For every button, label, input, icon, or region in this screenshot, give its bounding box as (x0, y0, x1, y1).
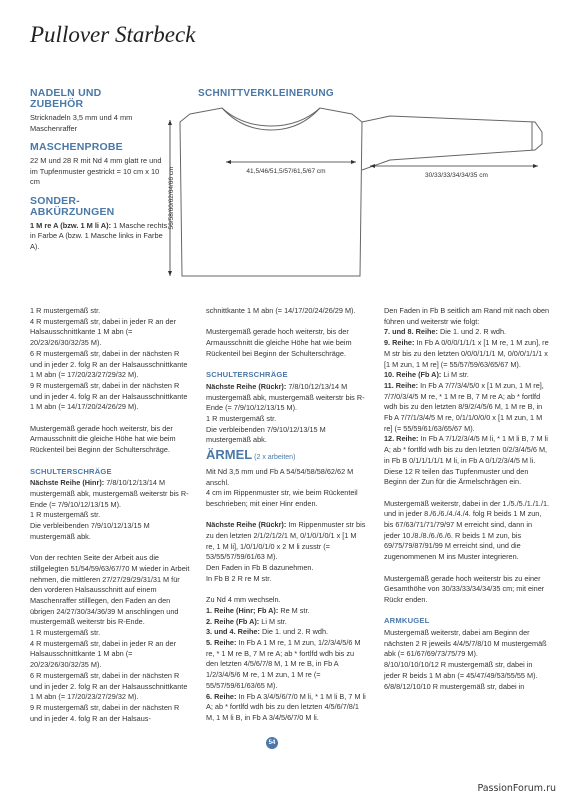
paragraph: 8/10/10/10/10/12 R mustergemäß str, dabei in jeder R beids 1 M abn (= 45/47/49/53/55/55 M). (384, 660, 538, 680)
abbrev-term: 1 M re A (bzw. 1 M li A): (30, 220, 112, 230)
abbrev-text (30, 221, 170, 253)
paragraph: Mustergemäß gerade hoch weiterstr bis zu einer Gesamthöhe von 30/33/33/34/34/35 cm; mit einer Rückr enden. (384, 573, 545, 604)
paragraph: 1 R mustergemäß str. (30, 628, 101, 638)
paragraph (206, 382, 366, 414)
row-text: Re M str. (278, 605, 310, 615)
row-label: 5. Reihe: (206, 638, 237, 648)
width-label: 41,5/46/51,5/57/61,5/67 cm (246, 168, 326, 175)
row-label: Nächste Reihe (Rückr): (206, 381, 287, 391)
row-instruction (206, 606, 366, 617)
row-instruction (206, 638, 366, 692)
sleeve-label: 30/33/33/34/34/35 cm (425, 172, 488, 179)
row-label: 9. Reihe: (384, 338, 415, 348)
paragraph: Mustergemäß gerade hoch weiterstr, bis der Armausschnitt die gleiche Höhe hat wie beim Rückenteil bei Beginn der Schulterschräge. (206, 327, 352, 358)
paragraph: 4 cm im Rippenmuster str, wie beim Rückenteil beschrieben; mit einer Hinr enden. (206, 488, 358, 508)
diagram-title: SCHNITTVERKLEINERUNG (198, 88, 335, 99)
row-text: In Fb A 0/0/0/1/1/1 x [1 M re, 1 M zun], re M str bis zu den letzten 0/0/0/1/1/1 M, 0/0/0/1/1/1 x [1 M zun, 1 M re] (= 55/57/59/63/65/67 M). (384, 338, 549, 369)
gauge-text: 22 M und 28 R mit Nd 4 mm glatt re und im Tupfenmuster gestrickt = 10 cm x 10 cm (30, 156, 162, 186)
paragraph: 1 R mustergemäß str. (30, 510, 101, 520)
paragraph: 4 R mustergemäß str, dabei in jeder R an der Halsausschnittkante 1 M abn (= 20/23/26/30/32/35 M). (30, 638, 177, 670)
row-instruction (206, 617, 366, 628)
sweater-outline (180, 108, 362, 276)
column-3 (384, 306, 550, 692)
row-label: Nächste Reihe (Rückr): (206, 520, 287, 530)
row-text: 7/8/10/12/13/14 M mustergemäß abk, mustergemäß weiterstr bis R-Ende (= 7/9/10/12/13/15 M). (206, 381, 365, 413)
paragraph: 1 R mustergemäß str. (30, 306, 101, 315)
row-label: 2. Reihe (Fb A): (206, 616, 260, 626)
row-label: 10. Reihe (Fb A): (384, 370, 442, 380)
paragraph: schnittkante 1 M abn (= 14/17/20/24/26/29 M). (206, 306, 356, 315)
row-instruction (206, 627, 366, 638)
paragraph: 9 R mustergemäß str, dabei in der nächsten R und in jeder 4. folg R an der Halsaus- (30, 702, 180, 723)
paragraph (30, 478, 190, 510)
row-text: Li M str. (259, 616, 287, 626)
row-instruction (384, 434, 550, 466)
paragraph (206, 520, 366, 563)
paragraph: 4 R mustergemäß str, dabei in jeder R an der Halsausschnittkante 1 M abn (= 20/23/26/30/32/35 M). (30, 316, 177, 348)
row-instruction (384, 338, 550, 370)
paragraph: In Fb B 2 R re M str. (206, 573, 272, 583)
neckline (222, 108, 320, 130)
materials-panel (30, 88, 170, 260)
section-heading: SCHULTERSCHRÄGE (206, 370, 288, 380)
paragraph: Mustergemäß gerade hoch weiterstr, bis der Armausschnitt die gleiche Höhe hat wie beim Rückenteil bei Beginn der Schulterschräge. (30, 423, 176, 455)
paragraph: Von der rechten Seite der Arbeit aus die stillgelegten 51/54/59/63/67/70 M wieder in Arbeit nehmen, die mittleren 27/27/29/29/31/31 M für den vorderen Halsausschnitt auf einem Maschenraffer stilllegen, den Faden an den übrigen 24/27/30/34/36/39 M anschlingen und mustergemäß weiterstr bis R-Ende. (30, 553, 190, 627)
instructions (30, 306, 550, 776)
watermark: PassionForum.ru (477, 783, 556, 794)
needles-text: Stricknadeln 3,5 mm und 4 mm Maschenraffer (30, 113, 133, 133)
row-label: Nächste Reihe (Hinr): (30, 478, 105, 488)
gauge-heading: MASCHENPROBE (30, 141, 123, 153)
section-heading: SCHULTERSCHRÄGE (30, 466, 112, 476)
abbrev-definition: 1 Masche rechts in Farbe A (bzw. 1 Masche links in Farbe A). (30, 220, 168, 251)
row-instruction (384, 327, 550, 338)
paragraph: Mustergemäß weiterstr, dabei in der 1./5./5./1./1./1. und in jeder 8./6./6./4./4./4. folg R beids 1 M zun, bis 67/63/71/71/79/97 M erreicht sind, dann in jeder 10./8./8./6./6./6. R beids 1 M zun, bis 69/75/79/87/91/99 M erreicht sind, und die zugenommenen M ins Muster integrieren. (384, 498, 550, 562)
paragraph: Den Faden in Fb B dazunehmen. (206, 563, 314, 573)
sleeve-heading-text: ÄRMEL (206, 447, 253, 463)
row-text: In Fb A 7/7/3/4/5/0 x [1 M zun, 1 M re], 7/7/0/3/4/5 M re, * 1 M re B, 7 M re A; ab * fortlfd wdh bis zu den letzten 8/9/2/4/5/6 M, 1 M re B, in Fb A 7/7/1/3/4/5 M re, 0/1/1/0/0/0 x [1 M zun, 1 M re] (= 55/59/61/63/65/67 M). (384, 380, 544, 433)
row-instruction (384, 370, 550, 381)
row-instruction (206, 692, 366, 724)
sleeve-outline (362, 116, 542, 170)
row-instruction (384, 381, 550, 435)
paragraph: Diese 12 R teilen das Tupfenmuster und den Beginn der Zun für die Ärmelschrägen ein. (384, 466, 529, 487)
paragraph: Mustergemäß weiterstr, dabei am Beginn der nächsten 2 R jeweils 4/4/5/7/8/10 M mustergemäß abk (= 61/67/69/73/75/79 M). (384, 628, 547, 659)
row-label: 6. Reihe: (206, 691, 237, 701)
row-text: Li M str. (441, 370, 469, 380)
row-text: 7/8/10/12/13/14 M mustergemäß abk, mustergemäß weiterstr bis R-Ende (= 7/9/10/12/13/15 M). (30, 478, 189, 509)
paragraph: Den Faden in Fb B seitlich am Rand mit nach oben führen und weiterstr wie folgt: (384, 306, 550, 326)
paragraph: Zu Nd 4 mm wechseln. (206, 595, 281, 605)
page-number: 54 (266, 737, 278, 749)
sleeve-heading (206, 447, 366, 464)
column-1 (30, 306, 190, 724)
paragraph: Die verbleibenden 7/9/10/12/13/15 M mustergemäß abk. (30, 521, 150, 541)
row-label: 11. Reihe: (384, 380, 419, 390)
row-label: 7. und 8. Reihe: (384, 327, 438, 337)
sleeve-heading-note: (2 x arbeiten) (252, 454, 296, 462)
paragraph: 1 R mustergemäß str. (206, 414, 277, 423)
row-text: In Fb A 1 M re, 1 M zun, 1/2/3/4/5/6 M re, * 1 M re B, 7 M re A; ab * fortlfd wdh bis zu den letzten 4/5/6/7/8 M, 1 M re B, in Fb A 1/2/3/4/5/6 M re, 1 M zun, 1 M re (= 55/57/59/61/63/65 M). (206, 638, 361, 690)
row-text: Die 1. und 2. R wdh. (437, 327, 507, 337)
paragraph: 6/8/8/12/10/10 R mustergemäß str, dabei in (384, 681, 525, 691)
paragraph: 6 R mustergemäß str, dabei in der nächsten R und in jeder 2. folg R an der Halsausschnittkante 1 M abn (= 17/20/23/27/29/32 M). (30, 348, 188, 380)
row-text: Im Rippenmuster str bis zu den letzten 2/1/2/1/2/1 M, 0/1/0/1/0/1 x [1 M re, 1 M li], 1/0/1/0/1/0 x 2 M li zusstr (= 53/55/57/59/61/63 M). (206, 520, 366, 562)
row-label: 3. und 4. Reihe: (206, 627, 260, 637)
row-text: In Fb A 3/4/5/6/7/0 M li, * 1 M li B, 7 M li A; ab * fortlfd wdh bis zu den letzten 4/5/6/7/8/1 M, 1 M li B, in Fb A 3/4/5/6/7/0 M li. (206, 691, 366, 722)
section-heading: ARMKUGEL (384, 616, 430, 626)
row-text: In Fb A 7/1/2/3/4/5 M li, * 1 M li B, 7 M li A; ab * fortlfd wdh bis zu den letzten 0/2/3/4/5/6 M, in Fb B 0/1/1/1/1/1 M li, in Fb A 0/1/2/3/4/5 M li. (384, 434, 548, 465)
row-label: 12. Reihe: (384, 434, 419, 444)
needles-heading: NADELN UND ZUBEHÖR (30, 87, 102, 110)
height-label: 56/58/60/62/64/66 cm (168, 166, 175, 230)
row-label: 1. Reihe (Hinr; Fb A): (206, 605, 279, 615)
sweater-schematic (160, 100, 560, 285)
paragraph: 9 R mustergemäß str, dabei in der nächsten R und in jeder 4. folg R an der Halsausschnittkante 1 M abn (= 14/17/20/24/26/29 M). (30, 380, 188, 412)
paragraph: 6 R mustergemäß str, dabei in der nächsten R und in jeder 2. folg R an der Halsausschnittkante 1 M abn (= 17/20/23/27/29/32 M). (30, 670, 188, 702)
paragraph: Die verbleibenden 7/9/10/12/13/15 M mustergemäß abk. (206, 424, 326, 445)
row-text: Die 1. und 2. R wdh. (259, 627, 329, 637)
abbrev-heading: SONDER-ABKÜRZUNGEN (30, 194, 115, 218)
column-2 (206, 306, 366, 724)
page-title: Pullover Starbeck (30, 22, 196, 47)
paragraph: Mit Nd 3,5 mm und Fb A 54/54/58/58/62/62 M anschl. (206, 466, 354, 487)
